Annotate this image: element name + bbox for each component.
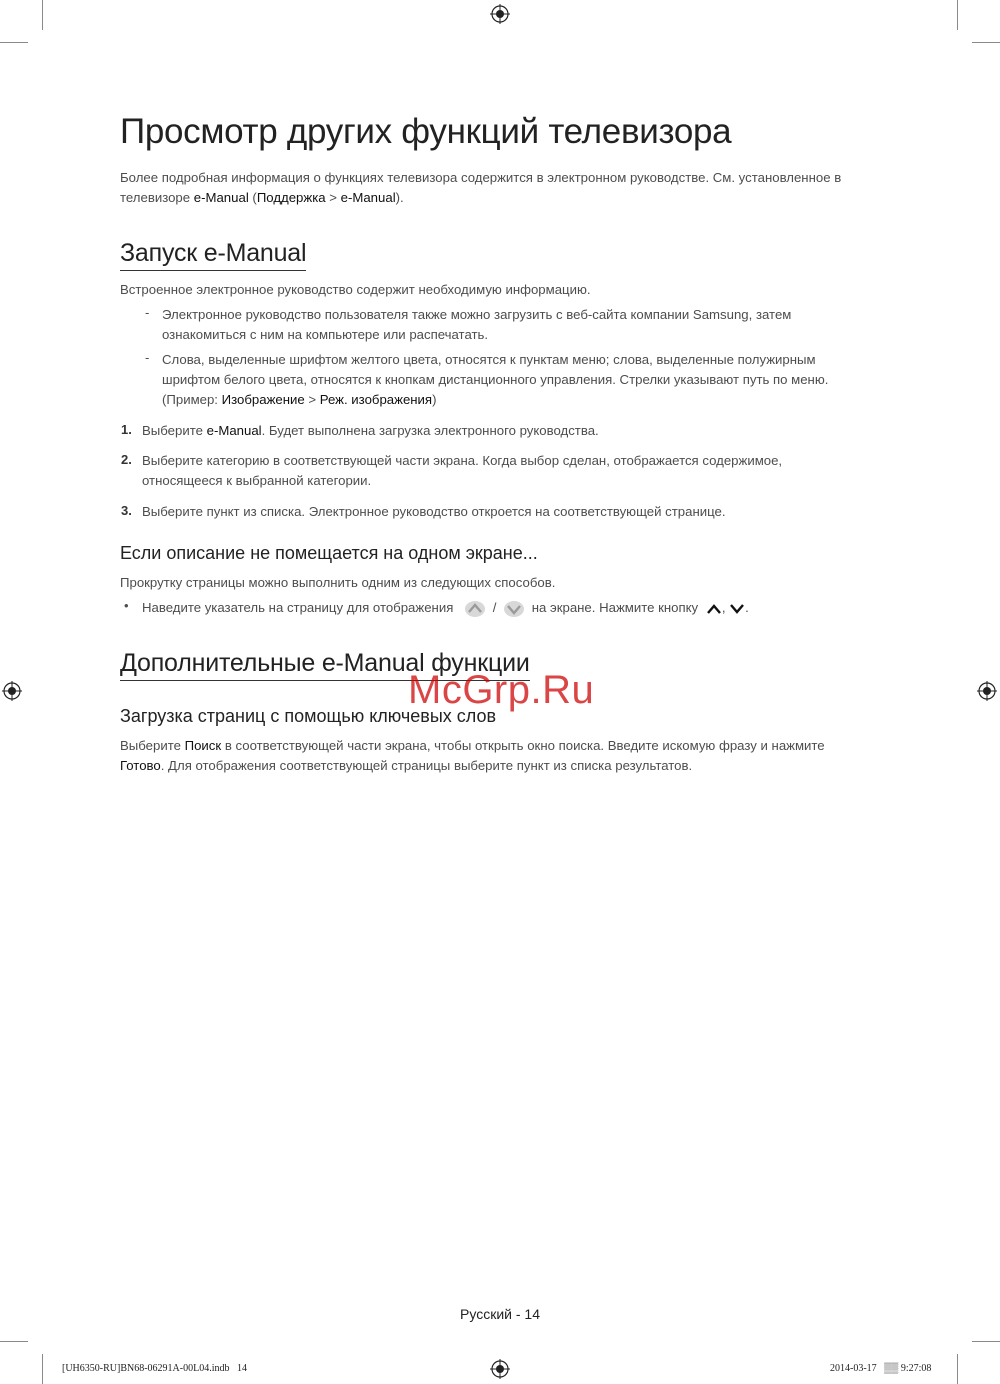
menu-term-emanual: e-Manual <box>193 190 249 205</box>
keyword-line-2: Готово. Для отображения соответствующей страницы выберите пункт из списка результатов. <box>120 758 693 773</box>
page-number: Русский - 14 <box>460 1306 540 1322</box>
intro-paragraph <box>120 168 890 208</box>
step-number-2: 2. <box>121 452 132 467</box>
note-dash: - <box>145 350 150 365</box>
menu-term-emanual-2: e-Manual <box>340 190 396 205</box>
step-2 <box>142 451 862 491</box>
section-heading-text: Запуск e-Manual <box>120 239 306 271</box>
step-2-line-2: относящееся к выбранной категории. <box>142 473 372 488</box>
page-title: Просмотр других функций телевизора <box>120 112 732 151</box>
intro-line-2: телевизоре e-Manual (Поддержка > e-Manual). <box>120 190 404 205</box>
step-3: Выберите пункт из списка. Электронное руководство откроется на соответствующей странице. <box>142 504 726 519</box>
note-dash: - <box>145 305 150 320</box>
menu-term-support: Поддержка <box>256 190 326 205</box>
keyword-search-paragraph <box>120 736 880 776</box>
bullet: • <box>124 598 129 613</box>
crop-mark-top-left-v <box>42 0 43 30</box>
note-highlight-line-1: Слова, выделенные шрифтом желтого цвета, относятся к пунктам меню; слова, выделенные полужирным <box>162 352 816 367</box>
slash-separator: / <box>492 600 497 615</box>
chevron-up-bubble-icon <box>465 600 485 618</box>
period: . <box>745 600 749 615</box>
chevron-up-icon <box>706 603 722 615</box>
note-highlight-line-2: шрифтом белого цвета, относятся к кнопкам дистанционного управления. Стрелки указывают путь по меню. <box>162 372 829 387</box>
registration-mark-icon <box>977 681 997 701</box>
menu-term-picture-mode: Реж. изображения <box>319 392 433 407</box>
footer-timestamp: 2014-03-17 ▒▒ 9:27:08 <box>830 1363 932 1374</box>
section1-description: Встроенное электронное руководство содержит необходимую информацию. <box>120 282 591 297</box>
crop-mark-bottom-right-h <box>972 1341 1000 1342</box>
crop-mark-bottom-left-v <box>42 1354 43 1384</box>
intro-line-1: Более подробная информация о функциях телевизора содержится в электронном руководстве. См. установленное в <box>120 170 842 185</box>
registration-mark-icon <box>2 681 22 701</box>
menu-term-picture: Изображение <box>221 392 305 407</box>
subsection-description: Прокрутку страницы можно выполнить одним из следующих способов. <box>120 575 556 590</box>
chevron-down-bubble-icon <box>504 600 524 618</box>
step-2-line-1: Выберите категорию в соответствующей части экрана. Когда выбор сделан, отображается содержимое, <box>142 453 783 468</box>
step-number-3: 3. <box>121 503 132 518</box>
scroll-instruction-text-2: на экране. Нажмите кнопку <box>531 600 699 615</box>
comma-separator: , <box>721 600 726 615</box>
step-1: Выберите e-Manual. Будет выполнена загрузка электронного руководства. <box>142 423 599 438</box>
crop-mark-bottom-left-h <box>0 1341 28 1342</box>
registration-mark-icon <box>490 4 510 24</box>
menu-term-search: Поиск <box>184 738 222 753</box>
subsection-heading-scroll: Если описание не помещается на одном экране... <box>120 543 538 563</box>
menu-term-emanual-step: e-Manual <box>206 423 262 438</box>
note-download <box>162 305 882 345</box>
note-download-line-2: ознакомиться с ним на компьютере или распечатать. <box>162 327 489 342</box>
chevron-down-icon <box>729 603 745 615</box>
crop-mark-bottom-right-v <box>957 1354 958 1384</box>
note-download-line-1: Электронное руководство пользователя также можно загрузить с веб-сайта компании Samsung, затем <box>162 307 792 322</box>
note-highlight-line-3: (Пример: Изображение > Реж. изображения) <box>162 392 437 407</box>
keyword-line-1: Выберите Поиск в соответствующей части экрана, чтобы открыть окно поиска. Введите искомую фразу и нажмите <box>120 738 825 753</box>
section-heading-text: Дополнительные e-Manual функции <box>120 649 530 681</box>
subsection-heading-keyword: Загрузка страниц с помощью ключевых слов <box>120 706 497 726</box>
registration-mark-icon <box>490 1359 510 1379</box>
crop-mark-top-right-v <box>957 0 958 30</box>
watermark-text: McGrp.Ru <box>408 668 595 712</box>
scroll-instruction-text-1: Наведите указатель на страницу для отображения <box>142 600 454 615</box>
crop-mark-top-right-h <box>972 42 1000 43</box>
scroll-instruction <box>142 598 749 618</box>
footer-file-info: [UH6350-RU]BN68-06291A-00L04.indb 14 <box>62 1363 247 1374</box>
crop-mark-top-left-h <box>0 42 28 43</box>
button-term-done: Готово <box>120 758 161 773</box>
note-highlight <box>162 350 892 410</box>
step-number-1: 1. <box>121 422 132 437</box>
section-heading-launch <box>120 239 306 271</box>
